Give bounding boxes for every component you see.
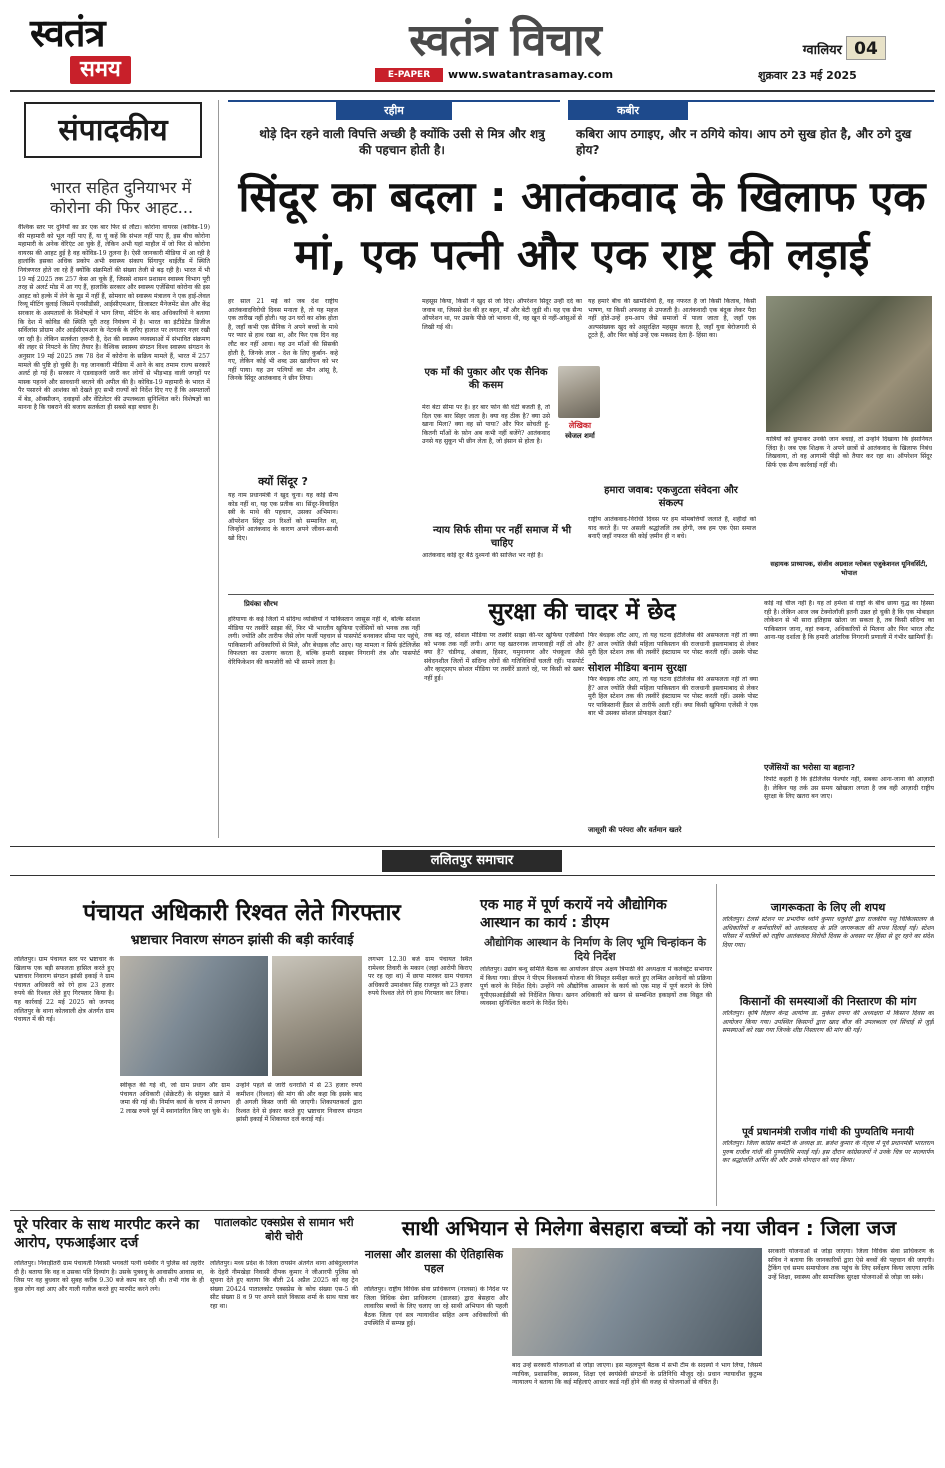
lead-col3b: राष्ट्रीय आतंकवाद-विरोधी दिवस पर हम मोमबत्तियाँ जलाते हैं, शहीदों को याद करते हैं। पर असली श्रद्धांजलि तब होगी, जब हम एक ऐसा समाज बनाएँ जहाँ नफरत की कोई ज़मीन ही न बचे।	[588, 516, 756, 541]
quote-left-label: रहीम	[336, 102, 452, 120]
author-label: लेखिका	[568, 421, 592, 430]
lead-headline-line1: सिंदूर का बदला : आतंकवाद के खिलाफ एक	[238, 172, 926, 221]
bribe-subheadline: भ्रष्टाचार निवारण संगठन झांसी की बड़ी कार्रवाई	[130, 933, 354, 948]
briefs-divider	[716, 884, 717, 1206]
lead-col4-signature: सहायक प्राध्यापक, संजीव अग्रवाल ग्लोबल एजुकेशनल यूनिवर्सिटी, भोपाल	[770, 560, 928, 577]
lead-col1b: यह नाम प्रधानमंत्री ने खुद चुना। यह कोई सैन्य कोड नहीं था, यह एक प्रतीक था। सिंदूर-विवाहित स्त्री के माथे की पहचान, उसका अभिमान। ऑपरेशन सिंदूर उन रिश्तों को सम्मानित था, जिन्होंने आतंकवाद के कारण अपने जीवन-साथी खो दिए।	[228, 492, 338, 542]
lead-headline-line2: मां, एक पत्नी और एक राष्ट्र की लड़ाई	[294, 230, 870, 279]
security-col3: फिर बेधड़क लौट आए, तो यह घटना इंटेलिजेंस की असफलता नहीं तो क्या है? आज ज्योति जैसी महिला पाकिस्तान की राजधानी इस्लामाबाद से लेकर मुरी हिल स्टेशन तक की तस्वीरें इंस्टाग्राम पर पोस्ट करती रहीं। उसके पोस्ट	[588, 632, 758, 656]
bribe-headline: पंचायत अधिकारी रिश्वत लेते गिरफ्तार	[83, 900, 401, 926]
industrial-subheadline: औद्योगिक आस्थान के निर्माण के लिए भूमि चिन्हांकन के दिये निर्देश	[483, 936, 707, 963]
editorial-headline: भारत सहित दुनियाभर में कोरोना की फिर आहट...	[50, 178, 194, 217]
lalitpur-band	[10, 846, 935, 876]
bribe-col1: ललितपुर। ग्राम पंचायत स्तर पर भ्रष्टाचार के खिलाफ एक बड़ी सफलता हासिल करते हुए भ्रष्टाचार निवारण संगठन झांसी इकाई ने ग्राम पंचायत अधिकारी को रंगे हाथ 23 हजार रुपये की रिश्वत लेते हुए गिरफ्तार किया है। यह कार्रवाई 22 मई 2025 को जनपद ललितपुर के थाना कोतवाली क्षेत्र अंतर्गत ग्राम पंचायत में की गई।	[14, 956, 114, 1024]
lead-sub3: न्याय सिर्फ सीमा पर नहीं समाज में भी चाहिए	[432, 525, 572, 549]
security-col4b: रिपोर्ट कहती है कि इंटेलिजेंस फेल्योर नहीं, सबका आना-जाना की आज़ादी है। लेकिन यह तर्क उस समय खोखला लगता है जब वही आज़ादी राष्ट्रीय सुरक्षा के लिए खतरा बन जाए।	[764, 776, 934, 801]
family-headline: पूरे परिवार के साथ मारपीट करने का आरोप, एफआईआर दर्ज	[14, 1217, 200, 1251]
pm-headline: पूर्व प्रधानमंत्री राजीव गांधी की पुण्यतिथि मनायी	[742, 1127, 914, 1138]
security-sub2: जासूसी की परंपरा और वर्तमान खतरे	[588, 826, 682, 834]
bribe-col2: स्वीकृत की गई थी, जो ग्राम प्रधान और ग्राम पंचायत अधिकारी (सेक्रेटरी) के संयुक्त खाते में जमा की गई थी। निर्माण कार्य के चरण में लगभग 2 लाख रुपये पूर्व में स्थानांतरित किए जा चुके थे।	[120, 1082, 230, 1115]
security-col1: हरियाणा के कई जिलों में संदिग्ध व्यक्तियों ने पाकिस्तान जासूस नहीं थे, बल्कि सोशल मीडिया पर तस्वीरें साझा कीं, फिर भी भारतीय खुफिया एजेंसियों को भनक तक नहीं लगी। ज्योति और तारीफ जैसे लोग फर्जी पहचान से पासपोर्ट बनवाकर सीमा पार पहुंचे, पाकिस्तानी अधिकारियों से मिले, और बेधड़क लौट आए। यह मामला न सिर्फ इंटेलिजेंस विफलता का उजागर करता है, बल्कि हमारी साइबर निगरानी तंत्र और पासपोर्ट वेरिफिकेशन की कमजोरी को भी सामने लाता है।	[228, 616, 420, 666]
soldiers-photo	[766, 296, 932, 432]
lead-col2: महसूस किया, किसी ने खुद से जो दिए। ऑपरेशन सिंदूर उन्हीं दर्द का जवाब था, जिससे देश की हर बहन, माँ और बेटी जुड़ी थी। यह एक सैन्य ऑपरेशन था, पर उसके पीछे जो भावना थी, वह खून से नहीं-आंसुओं से लिखी गई थी।	[422, 298, 582, 331]
security-col4: कोई नई चीज नहीं है। यह तो हमेशा से राष्ट्रों के बीच छाया युद्ध का हिस्सा रही है। लेकिन आज जब टेक्नोलॉजी इतनी उन्नत हो चुकी है कि एक मोबाइल लोकेशन से भी सारा इतिहास खोला जा सकता है, तब किसी संदिग्ध का पाकिस्तान जाना, वहां रुकना, अधिकारियों से मिलना और फिर भारत लौट आना-यह दर्शाता है कि हमारी आंतरिक निगरानी प्रणाली में गंभीर खामियाँ हैं।	[764, 600, 934, 642]
theft-headline: पातालकोट एक्सप्रेस से सामान भरी बोरी चोरी	[214, 1216, 354, 1243]
quote-right	[568, 100, 934, 162]
logo	[30, 6, 180, 86]
editorial-label: संपादकीय	[24, 102, 202, 158]
lalitpur-band-label: ललितपुर समाचार	[382, 850, 562, 872]
lead-col3: यह हमारे बीच की खामोशियों है, वह नफरत है जो किसी किताब, किसी भाषण, या किसी अफवाह से उपजती है। आतंकवादी एक बंदूक लेकर पैदा नहीं होते-उन्हें हम-आप जैसे समाजों में पाला जाता है, जहाँ एक अल्पसंख्यक खुद को असुरक्षित महसूस करता है, जहाँ युवा बेरोजगारी से टूटते हैं, और फिर कोई उन्हें एक मकसद देता है- हिंसा का।	[588, 298, 756, 340]
child-photo	[512, 1248, 762, 1356]
quote-left-text: थोड़े दिन रहने वाली विपत्ति अच्छी है क्योंकि उसी से मित्र और शत्रु की पहचान होती है।	[259, 127, 545, 157]
quote-right-label: कबीर	[568, 102, 688, 120]
oath-headline: जागरूकता के लिए ली शपथ	[770, 901, 886, 914]
logo-bottom: समय	[70, 56, 131, 84]
issue-date: शुक्रवार 23 मई 2025	[758, 69, 857, 82]
lead-col2c: आतंकवाद कोई दूर बैठे दुश्मनों की साजिश भर नहीं है।	[422, 552, 543, 559]
security-col3-body: फिर बेधड़क लौट आए, तो यह घटना इंटेलिजेंस की असफलता नहीं तो क्या है? आज ज्योति जैसी महिला पाकिस्तान की राजधानी इस्लामाबाद से लेकर मुरी हिल स्टेशन तक की तस्वीरें इंस्टाग्राम पर पोस्ट करती रहीं। उसके पोस्ट पर पाकिस्तानी हैंडल से तारीफें आती रहीं। क्या किसी खुफिया एजेंसी ने एक बार भी उसका सोशल प्रोफाइल देखा?	[588, 676, 758, 718]
bribe-photo-right	[272, 956, 362, 1076]
security-sub1: सोशल मीडिया बनाम सुरक्षा	[588, 663, 687, 674]
author-name: स्वेजल शर्मा	[565, 432, 595, 440]
farmer-body: ललितपुर। कृषि विज्ञान केन्द्र आयोग्य डा. मुकेश दफ्ना की अध्यक्षता में किसान दिवस का आयोजन किया गया। उपस्थित किसानों द्वारा खाद बीज की उपलब्धता एवं सिंचाई से जुड़ी समस्याओं को रखा गया जिनके शीघ्र निस्तारण की मांग की गई।	[722, 1010, 934, 1035]
page-number: 04	[846, 36, 886, 60]
security-byline: प्रियंका सौरभ	[244, 600, 278, 608]
child-headline: साथी अभियान से मिलेगा बेसहारा बच्चों को नया जीवन : जिला जज	[401, 1216, 897, 1240]
lead-col4: यात्रियों को छुपाकर उनकी जान बचाई, तो उन्होंने दिखाया कि इंसानियत ज़िंदा है। जब एक शिक्षक ने अपने छात्रों से आतंकवाद के खिलाफ निबंध लिखवाया, तो वह आगामी पीढ़ी को तैयार कर रहा था। ऑपरेशन सिंदूर सिर्फ एक सैन्य कार्रवाई नहीं थी।	[766, 436, 932, 469]
industrial-body: ललितपुर। उद्योग बन्धु समिति बैठक का आयोजन डीएम अक्षय त्रिपाठी की अध्यक्षता में कलेक्ट्रेट सभागार में किया गया। डीएम ने पीएम विश्वकर्मा योजना की विस्तृत समीक्षा करते हुए लम्बित आवेदनों को प्रक्रिया पूर्ण करने के निर्देश दिये। उन्होंने नये औद्योगिक आस्थान के कार्य को एक माह में पूर्ण कराने के लिये यूपीएसआईडीसी को निर्देशित किया। खनन अधिकारी को खनन से सम्बन्धित इकाइयों तक विद्युत की व्यवस्था सुनिश्चित कराने के निर्देश दिये।	[480, 966, 712, 1008]
security-col2: तक बढ़ रहे, सोशल मीडिया पर तस्वीरें साझा कीं-पर खुफिया एजेंसियों को भनक तक नहीं लगी। अगर यह खतरनाक लापरवाही नहीं तो और क्या है? चंडीगढ़, अंबाला, हिसार, यमुनानगर और पंचकूला जैसे संवेदनशील जिलों में संदिग्ध लोगों की गतिविधियाँ चलती रहीं। पासपोर्ट और व्हाट्सएप सोशल मीडिया पर तस्वीरें डालते रहे, पर किसी को खबर नहीं हुई।	[424, 632, 584, 682]
lead-bottom-rule	[228, 594, 934, 595]
lead-col2b: मेरा बेटा सीमा पर है। हर बार फोन की घंटी बजती है, तो दिल एक बार सिहर जाता है। क्या वह ठीक है? क्या उसे खाना मिला? क्या वह सो पाया? और फिर सोचती हूं- कितनी माँओं के फ़ोन अब कभी नहीं बजेंगे? आतंकवाद उनसे यह सुकून भी छीन लेता है, जो इंसान से होता है।	[422, 404, 550, 446]
epaper-badge: E-PAPER	[375, 68, 443, 82]
website-link[interactable]: www.swatantrasamay.com	[448, 68, 614, 81]
pm-body: ललितपुर। जिला कांग्रेस कमेटी के अध्यक्ष डा. ब्रजेश कुमार के नेतृत्व में पूर्व प्रधानमंत्री भारतरत्न पुरुष राजीव गांधी की पुण्यतिथि मनाई गई। इस दौरान कांग्रेसजनों ने उनके चित्र पर माल्यार्पण कर श्रद्धांजलि अर्पित की और उनके योगदान को याद किया।	[722, 1140, 934, 1165]
bribe-col4: लगभग 12.30 बजे ग्राम पंचायत स्थित रामेश्वर तिवारी के मकान (जहां आरोपी किराए पर रह रहा था) में छापा मारकर ग्राम पंचायत अधिकारी उमाशंकर सिंह राजपूत को 23 हजार रुपये रिश्वत लेते रंगे हाथ गिरफ्तार कर लिया।	[368, 956, 472, 998]
family-body: ललितपुर। निवाड़ीतरी ग्राम पंचायती निवासी भगवती पत्नी धर्मवीर ने पुलिस को तहरीर दी है। बताया कि वह व उसका पति दिव्यांग है। उसके पुत्रवधू के आवासीय आवास था, जिस पर वह बुधवार को सुबह करीब 9.30 बजे काम कर रही थी। तभी गांव के ही कुछ लोग वहां आए और गाली गलौज करते हुए मारपीट करने लगे।	[14, 1260, 204, 1293]
security-headline: सुरक्षा की चादर में छेद	[488, 599, 676, 625]
masthead-divider	[10, 90, 935, 92]
quote-left	[228, 100, 560, 162]
quote-right-text: कबिरा आप ठगाइए, और न ठगिये कोय। आप ठगे सुख होत है, और ठगे दुख होय?	[576, 127, 912, 157]
lead-sub1: क्यों सिंदूर ?	[258, 475, 308, 488]
paper-title: स्वतंत्र विचार	[409, 15, 601, 66]
editorial-body: वैश्विक स्तर पर दुनियाँ का डर एक बार फिर से लौटा। कोरोना वायरस (कोविड-19) की महामारी को भूल नहीं पाए हैं, या यूं कहें कि संभल नहीं पाए हैं, इस बीच कोरोना महामारी के अनेक वेरिएंट आ चुके हैं, लेकिन अभी यहां माहौल में जो फिर से कोरोना वायरस की आहट हुई है वह कोविड-19 तुलना है। ऐसी जानकारी मीडिया में आ रही है हालांकि इसका अधिक प्रकोप अभी स्वास्थ्य संकाय सिंगापुर थाईलैंड में स्थिति नियंत्रणरत होते जा रहे हैं क्योंकि संक्रमितों की संख्या तेजी से बढ़ रही है। भारत में भी 19 मई 2025 तक 257 केस आ चुके हैं, जिससे शासन प्रशासन स्वास्थ्य विभाग पूरी तरह से अलर्ट मोड में आ गए हैं, हालांकि सरकार और स्वास्थ्य एजेंसियां कोरोना की इस आहट को हल्के में लेने के मूड में नहीं हैं, सोमवार को स्वास्थ्य मंत्रालय ने एक हाई-लेवल रिव्यू मीटिंग बुलाई जिसमें एनसीडीसी, आईसीएमआर, डिजास्टर मैनेजमेंट सेल और केंद्र सरकार के अस्पतालों के विशेषज्ञों ने भाग लिया, मीटिंग के बाद अधिकारियों ने बताया कि देश में कोविड की स्थिति पूरी तरह नियंत्रण में है। भारत का इंटीग्रेटेड डिजीज सर्विलांस प्रोग्राम और आईसीएमआर के नेटवर्क के ज़रिए हालात पर लगातार नज़र रखी जा रही है। लेकिन सतर्कता ज़रूरी है, देश की स्वास्थ्य व्यवस्थाओं में संभावित संक्रमण की लहर से निपटने के लिए तैयार है। वैश्विक स्वास्थ्य संगठन विश्व स्वास्थ्य संगठन के अनुसार 19 मई 2025 तक 78 देश में कोरोना के सक्रिय मामले हैं, भारत में 257 मामले की पुष्टि हो चुकी है। यह जानकारी मीडिया में आने के बाद तमाम राज्य सरकारें अलर्ट हो गई हैं। सरकार ने एडवाइजरी जारी कर लोगों से भीड़भाड़ वाली जगहों पर मास्क पहनने और सावधानी बरतने की अपील की है। कोविड-19 महामारी के भारत में पैर पसारने की आशंका को देखते हुए सभी राज्यों को निर्देश दिए गए हैं कि अस्पतालों में बेड, ऑक्सीजन, दवाइयों और वेंटिलेटर की उपलब्धता सुनिश्चित करें। विशेषज्ञों का मानना है कि घबराने की बजाय सतर्कता ही सबसे बड़ा बचाव है।	[18, 224, 210, 412]
editorial-divider	[218, 100, 219, 838]
lead-sub2: एक माँ की पुकार और एक सैनिक की कसम	[424, 367, 548, 391]
logo-top: स्वतंत्र	[30, 11, 105, 55]
child-body: ललितपुर। राष्ट्रीय विधिक सेवा प्राधिकरण (नालसा) के निर्देश पर जिला विधिक सेवा प्राधिकरण (डालसा) द्वारा बेसहारा और लावारिस बच्चों के लिए चलाए जा रहे साथी अभियान की पहली बैठक जिला एवं सत्र न्यायाधीश सहित अन्य अधिकारियों की उपस्थिति में सम्पन्न हुई।	[364, 1286, 508, 1328]
lower-rule	[10, 1210, 935, 1211]
bribe-col3: उन्होंने पहले से जारी धनराशि में से 23 हजार रुपये कमीशन (रिश्वत) की मांग की और कहा कि इसके बाद ही अगली किस्त जारी की जाएगी। शिकायतकर्ता द्वारा रिश्वत देने से इंकार करते हुए भ्रष्टाचार निवारण संगठन झांसी इकाई में शिकायत दर्ज कराई गई।	[236, 1082, 362, 1124]
oath-body: ललितपुर। टेलर्स स्टेशन पर प्रभारीफ ध्वनि कुमार चतुर्वेदी द्वारा राजकीय पशु चिकित्सालय के अधिकारियों व कर्मचारियों को आतंकवाद के प्रति जागरूकता की शपथ दिलाई गई। स्टेशन परिसर में यात्रियों को राष्ट्रीय आतंकवाद विरोधी दिवस के अवसर पर हिंसा से दूर रहने का संदेश दिया गया।	[722, 916, 934, 949]
security-sub3: एजेंसियों का भरोसा या बहाना?	[764, 763, 856, 772]
bribe-photo-left	[120, 956, 268, 1076]
lead-sub4: हमारा जवाब: एकजुटता संवेदना और संकल्प	[604, 485, 738, 509]
theft-body: ललितपुर। मध्य प्रदेश के जिला रायसेन अंतर्गत थाना ओबेदुल्लागंज के देहरी नीमखेड़ा निवासी दीपक कुमार ने जीआरपी पुलिस को सूचना देते हुए बताया कि बीती 24 अप्रैल 2025 को वह ट्रेन संख्या 20424 पातालकोट एक्सप्रेस के कोच संख्या एस-5 की सीट संख्या 8 व 9 पर अपने साले विकास शर्मा के साथ यात्रा कर रहा था।	[210, 1260, 358, 1310]
editorial-column	[10, 98, 216, 838]
lead-col1: हर साल 21 मई को जब देश राष्ट्रीय आतंकवादविरोधी दिवस मनाता है, तो यह महज एक तारीख नहीं होती। यह उन घरों का शोक होता है, जहाँ कभी एक सैनिक ने अपने बच्चों के माथे पर प्यार से हाथ रखा था, और फिर एक दिन वह लौट कर नहीं आया। यह उन माँओं की सिसकी होती है, जिनके लाल - देश के लिए कुर्बान- कहे गए, लेकिन कोई भी शब्द उस खालीपन को भर नहीं पाया। यह उन पत्नियों का मौन आंसू है, जिनके सिंदूर आतंकवाद ने छीन लिया।	[228, 298, 338, 383]
city-label: ग्वालियर	[802, 43, 842, 58]
masthead	[0, 0, 945, 92]
child-body2: बाद उन्हें सरकारी योजनाओं से जोड़ा जाएगा। इस महत्वपूर्ण बैठक में सभी टीम के सदस्यों ने भाग लिया, जिसमें न्यायिक, प्रशासनिक, स्वास्थ्य, शिक्षा एवं स्वयंसेवी संगठनों के प्रतिनिधि मौजूद रहे। प्रधान न्यायाधीश कुटुम्ब न्यायालय ने बताया कि कई महिलाएं आधार कार्ड नहीं होने की वजह से योजनाओं से वंचित हैं।	[512, 1362, 762, 1387]
farmer-headline: किसानों की समस्याओं की निस्तारण की मांग	[739, 995, 917, 1008]
industrial-headline: एक माह में पूर्ण करायें नये औद्योगिक आस्थान का कार्य : डीएम	[480, 897, 667, 931]
child-body3: सरकारी योजनाओं से जोड़ा जाएगा। जिला विधिक सेवा प्राधिकरण के सचिव ने बताया कि जानकारियों द्वारा ऐसे बच्चों की पहचान की जाएगी। ट्रैकिंग एवं समय समायोजन तक पहुंच के लिए सर्वेक्षण किया जाएगा ताकि उन्हें शिक्षा, स्वास्थ्य और सामाजिक सुरक्षा योजनाओं से जोड़ा जा सके।	[768, 1248, 934, 1281]
child-subheadline: नालसा और डालसा की ऐतिहासिक पहल	[364, 1248, 504, 1275]
